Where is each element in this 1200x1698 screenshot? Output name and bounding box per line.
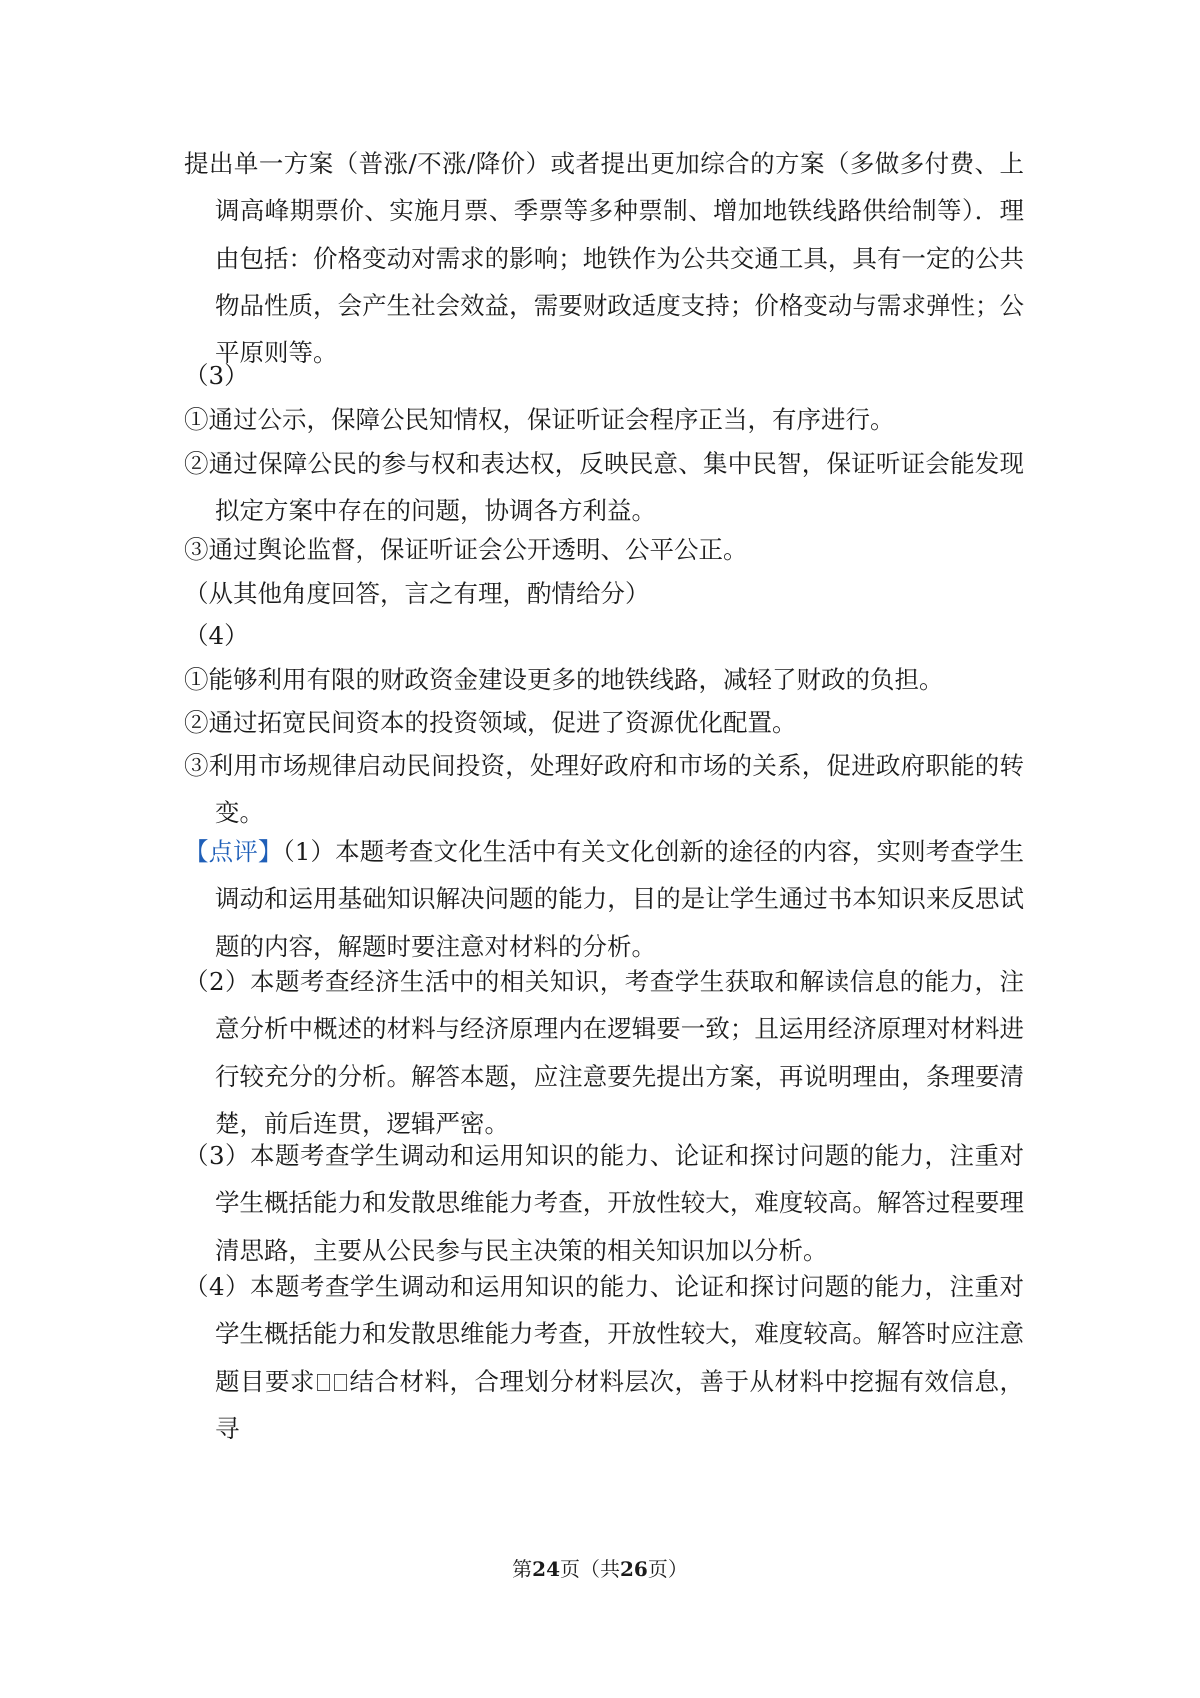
comment-label: 【点评】 (184, 837, 283, 866)
q4-item-2: ②通过拓宽民间资本的投资领域，促进了资源优化配置。 (184, 708, 797, 737)
missing-glyph-box (317, 1374, 330, 1391)
footer-suffix: 页） (647, 1557, 688, 1581)
missing-glyph-box (334, 1374, 347, 1391)
comment-2: （2）本题考查经济生活中的相关知识，考查学生获取和解读信息的能力，注意分析中概述的材料与经济原理内在逻辑要一致；且运用经济原理对材料进行较充分的分析。解答本题，应注意要先提出方案，再说明理由，条理要清楚，前后连贯，逻辑严密。 (184, 967, 1024, 1138)
footer-page-number: 24 (532, 1557, 560, 1581)
comment-4-text-a: （4）本题考查学生调动和运用知识的能力、论证和探讨问题的能力，注重对学生概括能力和发散思维能力考查，开放性较大，难度较高。解答时应注意题目要求 (184, 1272, 1024, 1396)
q3-note: （从其他角度回答，言之有理，酌情给分） (184, 579, 650, 608)
q4-item-1: ①能够利用有限的财政资金建设更多的地铁线路，减轻了财政的负担。 (184, 665, 944, 694)
footer-total-pages: 26 (620, 1557, 648, 1581)
comment-1-text: （1）本题考查文化生活中有关文化创新的途径的内容，实则考查学生调动和运用基础知识解决问题的能力，目的是让学生通过书本知识来反思试题的内容，解题时要注意对材料的分析。 (215, 837, 1024, 961)
q3-item-2: ②通过保障公民的参与权和表达权，反映民意、集中民智，保证听证会能发现拟定方案中存在的问题，协调各方利益。 (184, 449, 1024, 526)
comment-4-text-b: 结合材料，合理划分材料层次，善于从材料中挖掘有效信息，寻 (215, 1366, 1024, 1443)
comment-3: （3）本题考查学生调动和运用知识的能力、论证和探讨问题的能力，注重对学生概括能力和发散思维能力考查，开放性较大，难度较高。解答过程要理清思路，主要从公民参与民主决策的相关知识加以分析。 (184, 1141, 1024, 1265)
q3-heading: （3） (184, 361, 249, 390)
q3-item-3: ③通过舆论监督，保证听证会公开透明、公平公正。 (184, 535, 748, 564)
q4-heading: （4） (184, 621, 249, 650)
comment-1 (184, 828, 1024, 970)
footer-prefix: 第 (512, 1557, 533, 1581)
page-footer (0, 1553, 1200, 1582)
q3-item-1: ①通过公示，保障公民知情权，保证听证会程序正当，有序进行。 (184, 405, 895, 434)
q4-item-3: ③利用市场规律启动民间投资，处理好政府和市场的关系，促进政府职能的转变。 (184, 751, 1024, 828)
answer-q2-text: 提出单一方案（普涨/不涨/降价）或者提出更加综合的方案（多做多付费、上调高峰期票价、实施月票、季票等多种票制、增加地铁线路供给制等）．理由包括：价格变动对需求的影响；地铁作为公共交通工具，具有一定的公共物品性质，会产生社会效益，需要财政适度支持；价格变动与需求弹性；公平原则等。 (184, 149, 1024, 368)
comment-4 (184, 1263, 1024, 1452)
footer-mid: 页（共 (560, 1557, 620, 1581)
